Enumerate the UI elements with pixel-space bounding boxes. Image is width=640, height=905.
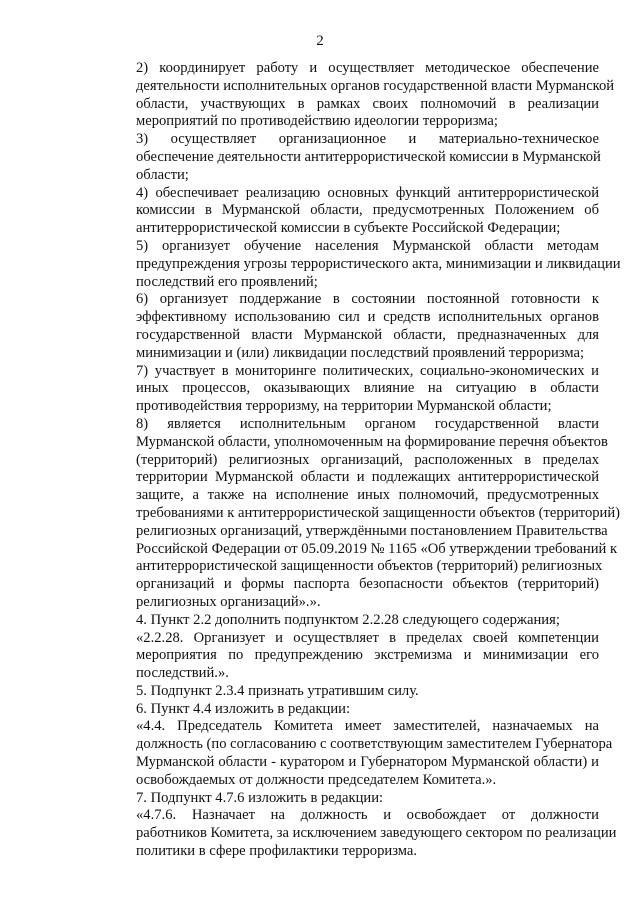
paragraph <box>96 807 617 860</box>
text-line: (территорий) религиозных организаций, расположенных в пределах <box>136 451 599 468</box>
paragraph <box>96 701 599 719</box>
paragraph <box>96 363 599 416</box>
text-line: должность (по согласованию с соответствующим заместителем Губернатора <box>136 736 613 753</box>
text-line: предупреждения угрозы террористического акта, минимизации и ликвидации <box>136 255 621 272</box>
text-line: религиозных организаций».». <box>136 593 321 610</box>
text-line: Российской Федерации от 05.09.2019 № 1165 «Об утверждении требований к <box>136 540 618 557</box>
page-number: 2 <box>316 33 324 49</box>
text-line: 8) является исполнительным органом государственной власти <box>136 415 599 432</box>
text-line: 2) координирует работу и осуществляет методическое обеспечение <box>136 60 599 76</box>
text-line: Мурманской области, уполномоченным на формирование перечня объектов <box>136 433 608 450</box>
text-line: минимизации и (или) ликвидации последствий проявлений терроризма; <box>136 344 585 361</box>
text-line: 4) обеспечивает реализацию основных функций антитеррористической <box>136 184 599 201</box>
text-line: комиссии в Мурманской области, предусмотренных Положением об <box>136 202 599 219</box>
paragraph <box>96 718 613 789</box>
text-line: противодействия терроризму, на территории Мурманской области; <box>136 398 552 415</box>
text-line: «2.2.28. Организует и осуществляет в пределах своей компетенции <box>136 629 599 646</box>
text-line: защите, а также на исполнение иных полномочий, предусмотренных <box>136 487 599 504</box>
text-line: иных процессов, оказывающих влияние на ситуацию в области <box>136 380 599 397</box>
text-line: требованиями к антитеррористической защищенности объектов (территорий) <box>136 504 621 521</box>
text-line: «4.4. Председатель Комитета имеет заместителей, назначаемых на <box>136 718 599 735</box>
paragraph <box>96 790 599 808</box>
text-line: антитеррористической защищенности объектов (территорий) религиозных <box>136 558 603 575</box>
paragraph <box>96 237 621 291</box>
paragraph <box>96 683 599 701</box>
text-line: 5. Подпункт 2.3.4 признать утратившим силу. <box>136 682 419 699</box>
text-line: 4. Пункт 2.2 дополнить подпунктом 2.2.28 следующего содержания; <box>136 611 560 628</box>
text-line: 3) осуществляет организационное и материально-техническое <box>136 131 599 148</box>
text-line: мероприятий по противодействию идеологии терроризма; <box>136 113 498 130</box>
text-line: организаций и формы паспорта безопасности объектов (территорий) <box>136 576 599 593</box>
text-line: политики в сфере профилактики терроризма. <box>136 843 418 860</box>
text-line: территории Мурманской области и подлежащих антитеррористической <box>136 469 599 486</box>
text-line: религиозных организаций, утверждёнными постановлением Правительства <box>136 522 608 539</box>
text-line: последствий его проявлений; <box>136 273 318 290</box>
paragraph <box>96 612 599 630</box>
text-line: деятельности исполнительных органов государственной власти Мурманской <box>136 77 615 94</box>
text-line: 6. Пункт 4.4 изложить в редакции: <box>136 700 351 717</box>
paragraph <box>96 131 599 184</box>
text-line: 5) организует обучение населения Мурманской области методам <box>136 237 599 254</box>
text-line: 6) организует поддержание в состоянии постоянной готовности к <box>136 291 599 308</box>
text-line: работников Комитета, за исключением заведующего сектором по реализации <box>136 825 617 842</box>
text-line: 7. Подпункт 4.7.6 изложить в редакции: <box>136 789 384 806</box>
paragraph <box>96 415 621 612</box>
document-body <box>96 60 621 861</box>
text-line: последствий.». <box>136 665 229 682</box>
text-line: обеспечение деятельности антитеррористической комиссии в Мурманской <box>136 148 601 165</box>
text-line: области, участвующих в рамках своих полномочий в реализации <box>136 95 599 112</box>
text-line: государственной власти Мурманской области, предназначенных для <box>136 326 599 343</box>
text-line: освобождаемых от должности председателем Комитета.». <box>136 771 497 788</box>
text-line: «4.7.6. Назначает на должность и освобождает от должности <box>136 807 599 824</box>
paragraph <box>96 185 599 238</box>
text-line: 7) участвует в мониторинге политических, социально-экономических и <box>136 362 599 379</box>
text-line: эффективному использованию сил и средств исполнительных органов <box>136 309 599 326</box>
text-line: антитеррористической комиссии в субъекте Российской Федерации; <box>136 220 561 237</box>
text-line: мероприятия по предупреждению экстремизма и минимизации его <box>136 647 599 664</box>
paragraph <box>96 60 615 131</box>
paragraph <box>96 630 599 683</box>
text-line: Мурманской области - куратором и Губернатором Мурманской области) и <box>136 754 599 771</box>
text-line: области; <box>136 166 189 183</box>
paragraph <box>96 291 599 362</box>
